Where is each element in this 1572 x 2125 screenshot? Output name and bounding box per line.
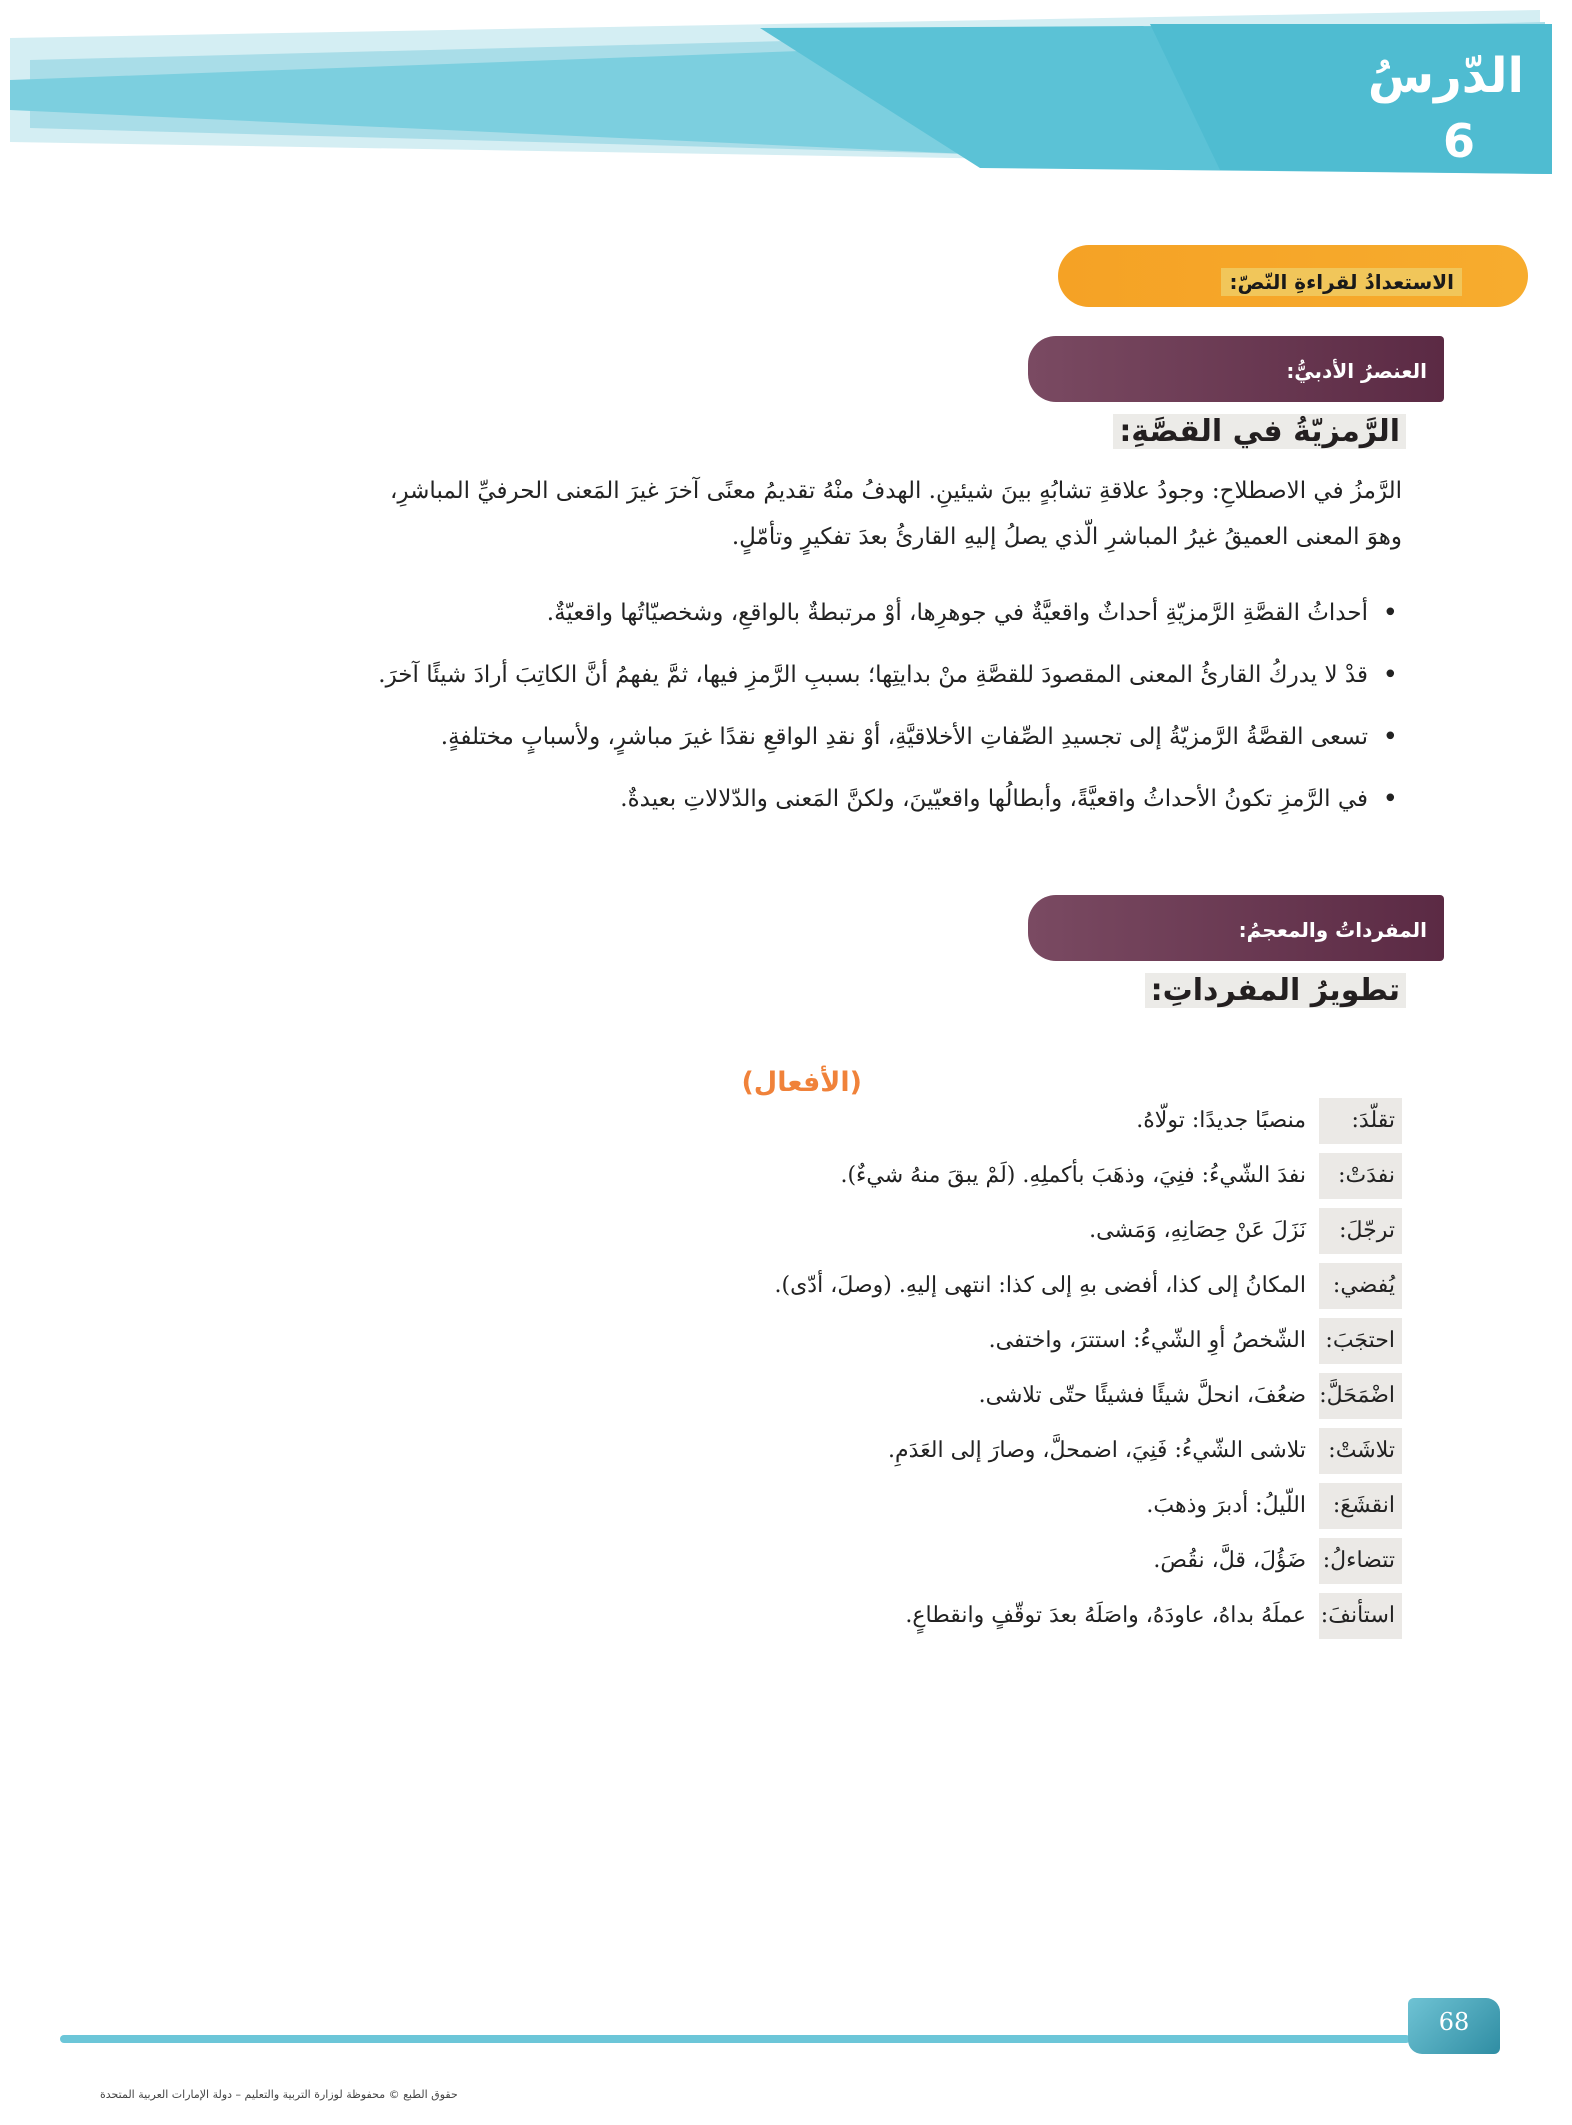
vocab-definition: عملَهُ بداهُ، عاودَهُ، واصَلَهُ بعدَ توقّفٍ وانقطاعٍ. xyxy=(905,1603,1306,1628)
list-item: • أحداثُ القصَّةِ الرَّمزيّةِ أحداثٌ واقعيَّةٌ في جوهرِها، أوْ مرتبطةٌ بالواقعِ، وشخصيّاتُها واقعيّةٌ. xyxy=(152,592,1402,634)
vocab-term: احتجَبَ: xyxy=(1319,1318,1402,1364)
vocabulary-heading-text: تطويرُ المفرداتِ: xyxy=(1145,973,1406,1008)
vocab-definition: اللّيلُ: أدبرَ وذهبَ. xyxy=(1146,1493,1306,1518)
definition-line-2: وهوَ المعنى العميقُ غيرُ المباشرِ الّذي يصلُ إليهِ القارئُ بعدَ تفكيرٍ وتأمّلٍ. xyxy=(731,524,1402,550)
page-number: 68 xyxy=(1438,2008,1470,2036)
symbolism-bullet-list xyxy=(152,592,1402,840)
header-banner xyxy=(0,0,1572,200)
table-row xyxy=(142,1263,1402,1309)
list-item: • قدْ لا يدركُ القارئُ المعنى المقصودَ للقصَّةِ منْ بدايتِها؛ بسببِ الرَّمزِ فيها، ثمَّ يفهمُ أنَّ الكاتِبَ أرادَ شيئًا آخرَ. xyxy=(152,654,1402,696)
vocab-term: تقلّدَ: xyxy=(1319,1098,1402,1144)
list-item: • في الرَّمزِ تكونُ الأحداثُ واقعيَّةً، وأبطالُها واقعيّينَ، ولكنَّ المَعنى والدّلالاتِ بعيدةٌ. xyxy=(152,778,1402,820)
copyright-notice: حقوق الطبع © محفوظة لوزارة التربية والتعليم – دولة الإمارات العربية المتحدة xyxy=(100,2088,458,2101)
literary-element-tab-label: العنصرُ الأدبيُّ: xyxy=(1286,359,1427,383)
vocab-definition: ضَؤُلَ، قلَّ، نقُصَ. xyxy=(1153,1548,1306,1573)
table-row xyxy=(142,1208,1402,1254)
vocab-term: اضْمَحَلَّ: xyxy=(1319,1373,1402,1419)
lesson-number: 6 xyxy=(1442,114,1475,168)
verbs-title: (الأفعال) xyxy=(741,1067,862,1098)
table-row xyxy=(142,1428,1402,1474)
vocabulary-table xyxy=(142,1098,1402,1648)
vocab-definition: ضعُفَ، انحلَّ شيئًا فشيئًا حتّى تلاشى. xyxy=(978,1383,1306,1408)
symbolism-heading xyxy=(1113,410,1406,454)
vocab-term: انقشَعَ: xyxy=(1319,1483,1402,1529)
vocab-definition: نَزَلَ عَنْ حِصَانِهِ، وَمَشى. xyxy=(1089,1218,1306,1243)
vocab-term: تلاشَتْ: xyxy=(1319,1428,1402,1474)
vocab-term: يُفضي: xyxy=(1319,1263,1402,1309)
vocab-definition: منصبًا جديدًا: تولّاهُ. xyxy=(1136,1108,1306,1133)
vocab-definition: المكانُ إلى كذا، أفضى بهِ إلى كذا: انتهى إليهِ. (وصلَ، أدّى). xyxy=(774,1273,1306,1298)
vocab-term: نفدَتْ: xyxy=(1319,1153,1402,1199)
vocab-definition: الشّخصُ أوِ الشّيءُ: استترَ، واختفى. xyxy=(988,1328,1306,1353)
vocab-term: ترجّلَ: xyxy=(1319,1208,1402,1254)
table-row xyxy=(142,1318,1402,1364)
table-row xyxy=(142,1153,1402,1199)
vocabulary-tab-label: المفرداتُ والمعجمُ: xyxy=(1238,918,1427,942)
table-row xyxy=(142,1098,1402,1144)
definition-line-1: الرَّمزُ في الاصطلاحِ: وجودُ علاقةِ تشابُهٍ بينَ شيئينِ. الهدفُ منْهُ تقديمُ معنًى آخرَ غيرَ المَعنى الحرفيِّ المباشرِ، xyxy=(390,478,1402,504)
definition-paragraph xyxy=(172,468,1402,560)
list-item: • تسعى القصَّةُ الرَّمزيّةُ إلى تجسيدِ الصِّفاتِ الأخلاقيَّةِ، أوْ نقدِ الواقعِ نقدًا غيرَ مباشرٍ، ولأسبابٍ مختلفةٍ. xyxy=(152,716,1402,758)
table-row xyxy=(142,1538,1402,1584)
table-row xyxy=(142,1483,1402,1529)
vocab-definition: نفدَ الشّيءُ: فنِيَ، وذهَبَ بأكملِهِ. (لَمْ يبقَ منهُ شيءٌ). xyxy=(840,1163,1306,1188)
reading-prep-label: الاستعدادُ لقراءةِ النّصّ: xyxy=(1221,268,1462,296)
vocab-term: تتضاءلُ: xyxy=(1319,1538,1402,1584)
vocab-definition: تلاشى الشّيءُ: فَنِيَ، اضمحلَّ، وصارَ إلى العَدَمِ. xyxy=(888,1438,1306,1463)
vocabulary-heading xyxy=(1145,969,1406,1013)
vocab-term: استأنفَ: xyxy=(1319,1593,1402,1639)
table-row xyxy=(142,1593,1402,1639)
footer-divider xyxy=(60,2035,1410,2043)
symbolism-heading-text: الرَّمزيّةُ في القصَّةِ: xyxy=(1113,414,1406,449)
lesson-word: الدّرسُ xyxy=(1367,48,1524,104)
table-row xyxy=(142,1373,1402,1419)
